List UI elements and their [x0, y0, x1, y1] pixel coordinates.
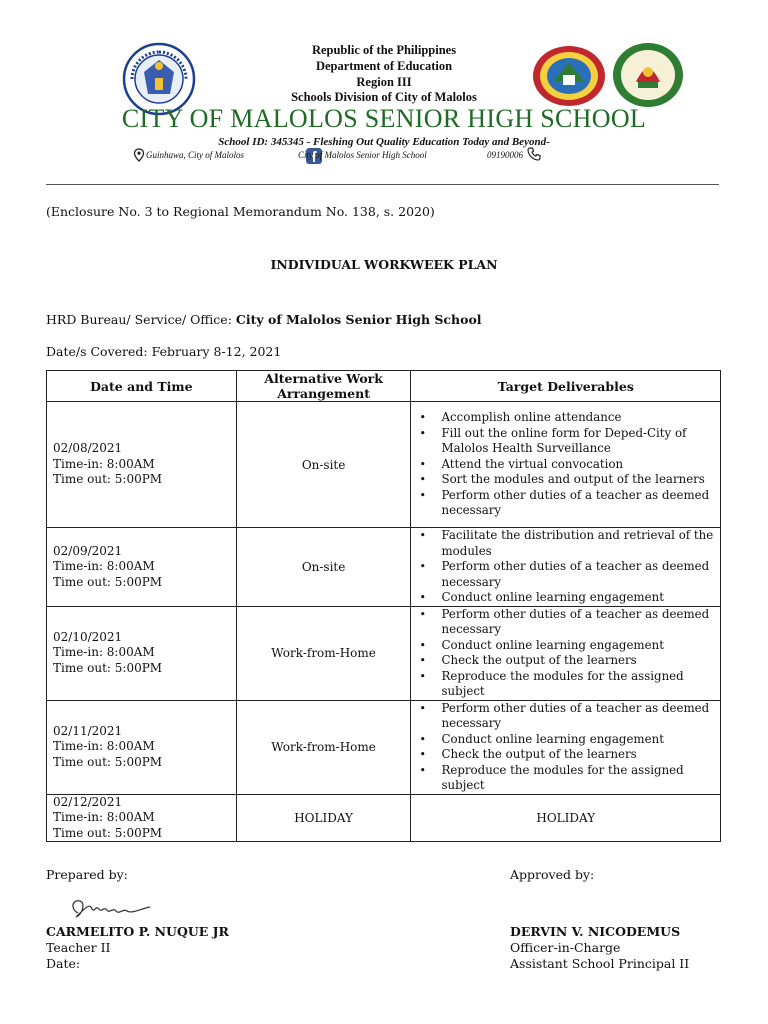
row-date: 02/08/2021 — [53, 441, 123, 456]
header-republic: Republic of the Philippines — [311, 43, 457, 57]
row-time-out: Time out: 5:00PM — [53, 472, 163, 487]
deliverable-item: • Perform other duties of a teacher as deemed necessary — [441, 559, 720, 590]
handwritten-signature — [66, 893, 166, 923]
date-time-cell — [47, 700, 237, 794]
arrangement-cell: HOLIDAY — [236, 794, 411, 842]
school-phone: 09190006 — [487, 150, 523, 160]
approver-name: DERVIN V. NICODEMUS — [510, 924, 681, 939]
row-time-in: Time-in: 8:00AM — [53, 739, 155, 754]
school-name: CITY OF MALOLOS SENIOR HIGH SCHOOL — [121, 104, 647, 133]
header-region: Region III — [356, 75, 412, 89]
deliverables-cell — [411, 700, 721, 794]
table-row — [47, 402, 721, 528]
deliverables-cell — [411, 528, 721, 607]
deliverable-item: • Check the output of the learners — [441, 747, 720, 763]
deliverable-item: • Conduct online learning engagement — [441, 638, 720, 654]
table-row — [47, 794, 721, 842]
header-deliverables: Target Deliverables — [411, 371, 721, 402]
date-time-cell — [47, 606, 237, 700]
row-date: 02/12/2021 — [53, 794, 123, 809]
row-time-out: Time out: 5:00PM — [53, 660, 163, 675]
school-address: Guinhawa, City of Malolos — [146, 150, 245, 160]
approver-position-oic: Officer-in-Charge — [510, 940, 621, 955]
header-divider — [46, 184, 719, 185]
phone-icon — [527, 147, 541, 161]
deliverables-cell — [411, 606, 721, 700]
date-time-cell — [47, 402, 237, 528]
approved-by-label: Approved by: — [510, 867, 595, 882]
deliverable-item: • Reproduce the modules for the assigned subject — [441, 763, 720, 794]
deliverable-item: • Perform other duties of a teacher as deemed necessary — [441, 488, 720, 519]
deliverable-item: • Check the output of the learners — [441, 653, 720, 669]
deliverable-item: • Perform other duties of a teacher as deemed necessary — [441, 607, 720, 638]
deliverable-item: • Sort the modules and output of the learners — [441, 472, 720, 488]
document-title: INDIVIDUAL WORKWEEK PLAN — [270, 257, 498, 272]
deliverable-item: • Facilitate the distribution and retrieval of the modules — [441, 528, 720, 559]
row-date: 02/10/2021 — [53, 629, 123, 644]
header-arrangement: Alternative Work Arrangement — [236, 371, 411, 402]
row-date: 02/09/2021 — [53, 543, 123, 558]
row-time-in: Time-in: 8:00AM — [53, 645, 155, 660]
deliverables-cell: HOLIDAY — [411, 794, 721, 842]
deliverable-item: • Perform other duties of a teacher as deemed necessary — [441, 701, 720, 732]
preparer-position: Teacher II — [46, 940, 111, 955]
row-date: 02/11/2021 — [53, 723, 123, 738]
row-time-in: Time-in: 8:00AM — [53, 456, 155, 471]
preparer-name: CARMELITO P. NUQUE JR — [46, 924, 229, 939]
date-time-cell — [47, 528, 237, 607]
deliverable-item: • Fill out the online form for Deped-City of Malolos Health Surveillance — [441, 426, 720, 457]
header-date-time: Date and Time — [47, 371, 237, 402]
deliverable-item: • Attend the virtual convocation — [441, 457, 720, 473]
table-header-row — [47, 371, 721, 402]
location-pin-icon — [133, 148, 145, 162]
arrangement-cell: Work-from-Home — [236, 700, 411, 794]
deliverable-item: • Reproduce the modules for the assigned subject — [441, 669, 720, 700]
table-row — [47, 606, 721, 700]
row-time-out: Time out: 5:00PM — [53, 825, 163, 840]
row-time-in: Time-in: 8:00AM — [53, 559, 155, 573]
arrangement-cell: Work-from-Home — [236, 606, 411, 700]
deliverable-item: • Conduct online learning engagement — [441, 590, 720, 606]
office-label: HRD Bureau/ Service/ Office: — [46, 312, 236, 327]
office-line — [46, 312, 482, 327]
arrangement-cell: On-site — [236, 528, 411, 607]
table-row — [47, 700, 721, 794]
deliverable-item: • Conduct online learning engagement — [441, 732, 720, 748]
arrangement-cell: On-site — [236, 402, 411, 528]
header-division: Schools Division of City of Malolos — [291, 90, 477, 104]
date-time-cell — [47, 794, 237, 842]
workweek-table — [46, 370, 721, 842]
date-label: Date: — [46, 956, 81, 971]
deliverable-item: • Accomplish online attendance — [441, 410, 720, 426]
approver-position-principal: Assistant School Principal II — [510, 956, 690, 971]
school-facebook: City of Malolos Senior High School — [298, 150, 427, 160]
row-time-out: Time out: 5:00PM — [53, 574, 163, 589]
row-time-in: Time-in: 8:00AM — [53, 810, 155, 824]
school-id-line: School ID: 345345 - Fleshing Out Quality Education Today and Beyond- — [218, 136, 550, 148]
row-time-out: Time out: 5:00PM — [53, 754, 163, 769]
prepared-by-label: Prepared by: — [46, 867, 128, 882]
enclosure-text: (Enclosure No. 3 to Regional Memorandum No. 138, s. 2020) — [46, 204, 435, 219]
header-department: Department of Education — [315, 59, 453, 73]
table-row — [47, 528, 721, 607]
office-value: City of Malolos Senior High School — [235, 312, 482, 327]
deliverables-cell — [411, 402, 721, 528]
dates-covered: Date/s Covered: February 8-12, 2021 — [46, 344, 282, 359]
